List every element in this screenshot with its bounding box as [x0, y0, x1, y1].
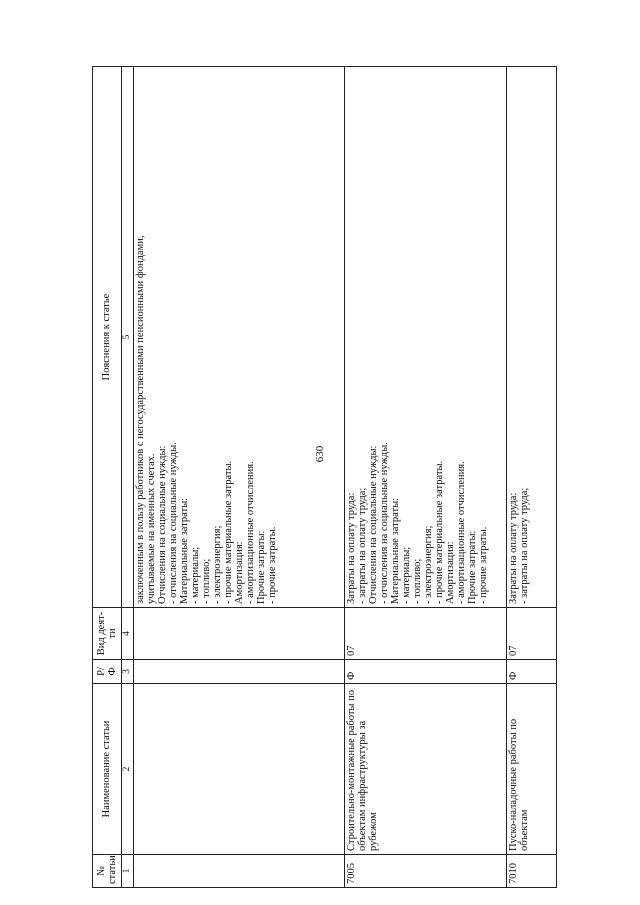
note-line: Отчисления на социальные нужды: [157, 445, 169, 604]
column-number: 3 [122, 660, 134, 684]
item-code: 7010 [507, 855, 557, 888]
table-row [134, 67, 345, 888]
table-row [345, 67, 507, 888]
note-line: Амортизация: [445, 541, 457, 604]
note-line: - отчисления на социальные нужды. [379, 442, 391, 604]
item-notes [507, 67, 557, 608]
rotated-table-wrapper [92, 67, 564, 888]
note-line: - затраты на оплату труда; [357, 487, 369, 604]
note-line: Материальные затраты: [390, 497, 402, 604]
note-line: - материалы; [190, 546, 202, 604]
page-number: 630 [314, 445, 326, 463]
item-activity: 07 [507, 608, 557, 660]
note-line: - отчисления на социальные нужды. [168, 442, 180, 604]
item-activity [134, 608, 345, 660]
note-line: - затраты на оплату труда; [519, 487, 531, 604]
item-activity: 07 [345, 608, 507, 660]
note-line: - топливо; [201, 558, 213, 604]
note-line: - прочие материальные затраты. [434, 460, 446, 604]
header-notes: Пояснения к статье [93, 67, 122, 608]
column-number: 5 [122, 67, 134, 608]
expense-items-table [92, 66, 557, 888]
item-rf: Ф [345, 660, 507, 684]
column-number: 1 [122, 855, 134, 888]
note-line: Отчисления на социальные нужды: [368, 445, 380, 604]
note-line: - прочие материальные затраты. [223, 460, 235, 604]
item-notes [345, 67, 507, 608]
item-rf [134, 660, 345, 684]
table-row [507, 67, 557, 888]
note-line: Прочие затраты: [467, 530, 479, 604]
header-item-number: № статьи [93, 855, 122, 888]
item-notes [134, 67, 345, 608]
item-name: Пуско-наладочные работы по объектам [507, 684, 557, 855]
item-name [134, 684, 345, 855]
note-line: - прочие затраты. [267, 526, 279, 604]
note-line: Амортизация: [234, 541, 246, 604]
note-line: - материалы; [401, 546, 413, 604]
table-header-row [93, 67, 122, 888]
header-activity-type: Вид деят-ти [93, 608, 122, 660]
note-line: учитываемые на именных счетах. [146, 453, 158, 604]
note-line: Затраты на оплату труда: [346, 492, 357, 604]
item-code [134, 855, 345, 888]
header-rf: Р/ Ф [93, 660, 122, 684]
note-line: - электроэнергия; [212, 525, 224, 604]
column-number-row [122, 67, 134, 888]
note-line: - амортизационные отчисления. [456, 461, 468, 604]
note-line: - прочие затраты. [478, 526, 490, 604]
note-line: Затраты на оплату труда: [508, 492, 519, 604]
column-number: 2 [122, 684, 134, 855]
header-item-name: Наименование статьи [93, 684, 122, 855]
item-name: Строительно-монтажные работы по объектам инфраструктуры за рубежом [345, 684, 507, 855]
note-line: заключенным в пользу работников с негосударственными пенсионными фондами, [135, 235, 146, 604]
note-line: - амортизационные отчисления. [245, 461, 257, 604]
note-line: - электроэнергия; [423, 525, 435, 604]
item-code: 7005 [345, 855, 507, 888]
column-number: 4 [122, 608, 134, 660]
note-line: - топливо; [412, 558, 424, 604]
item-rf: Ф [507, 660, 557, 684]
note-line: Прочие затраты: [256, 530, 268, 604]
note-line: Материальные затраты: [179, 497, 191, 604]
